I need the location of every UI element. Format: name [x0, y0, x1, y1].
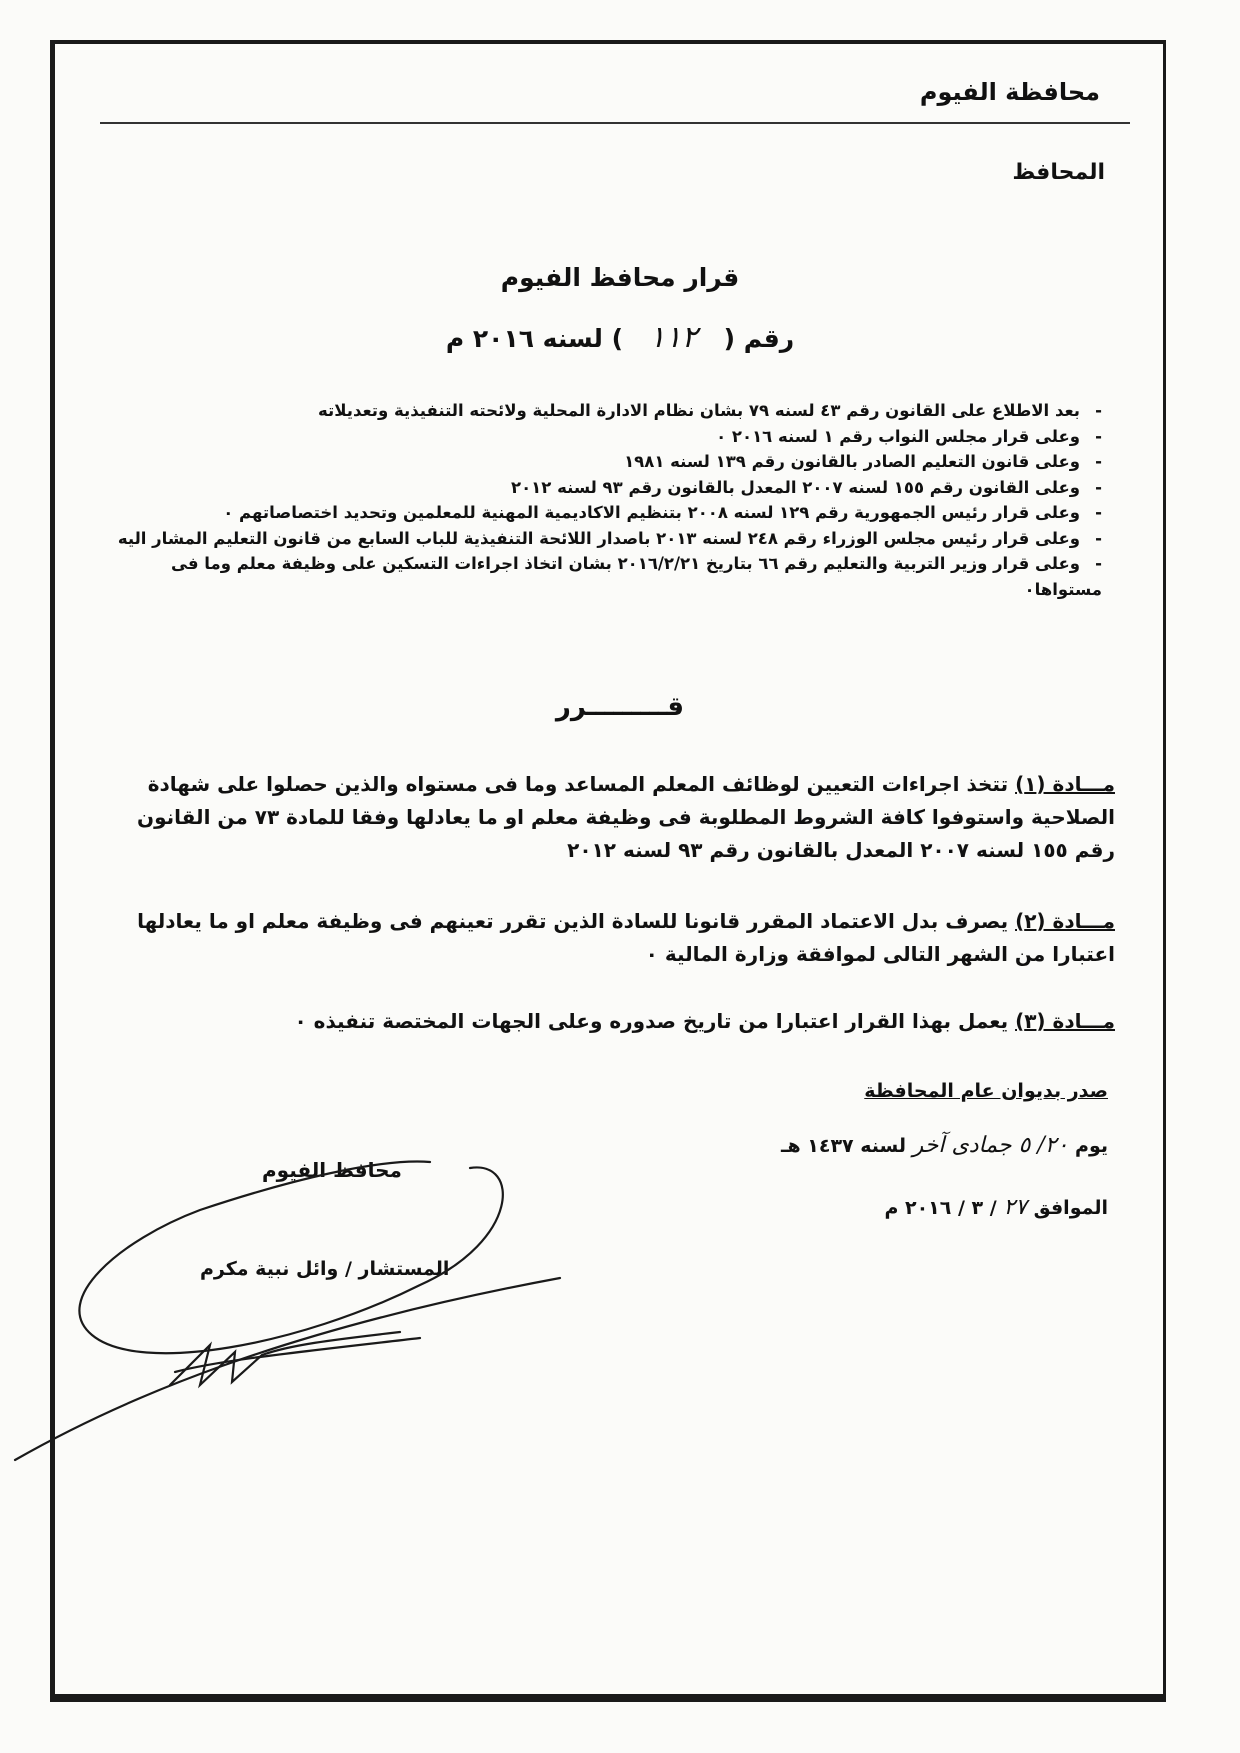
decree-number-handwritten: ١١٢: [649, 320, 698, 355]
signatory-title: محافظ الفيوم: [262, 1158, 402, 1182]
greg-suffix: / ٣ / ٢٠١٦ م: [884, 1197, 997, 1219]
decree-number-suffix: ) لسنه ٢٠١٦ م: [445, 324, 623, 353]
preamble-item: - وعلى قانون التعليم الصادر بالقانون رقم ١٣٩ لسنه ١٩٨١: [102, 449, 1102, 475]
article-3-text: يعمل بهذا القرار اعتبارا من تاريخ صدوره وعلى الجهات المختصة تنفيذه ٠: [294, 1009, 1009, 1033]
preamble-item: - وعلى قرار رئيس مجلس الوزراء رقم ٢٤٨ لسنه ٢٠١٣ باصدار اللائحة التنفيذية للباب السابع من قانون التعليم المشار اليه: [102, 526, 1102, 552]
preamble-item: - وعلى قرار وزير التربية والتعليم رقم ٦٦ بتاريخ ٢٠١٦/٢/٢١ بشان اتخاذ اجراءات التسكين على وظيفة معلم وما فى: [102, 551, 1102, 577]
office-title: المحافظ: [1012, 160, 1105, 185]
hijri-handwritten: ٢٠/ ٥ جمادى آخر: [912, 1133, 1069, 1158]
governorate-name: محافظة الفيوم: [919, 78, 1100, 106]
issued-at: صدر بديوان عام المحافظة: [864, 1080, 1108, 1102]
decided-heading: قـــــــــرر: [555, 692, 685, 722]
hijri-suffix: لسنه ١٤٣٧ هـ: [780, 1135, 907, 1157]
article-1-label: مـــادة (١): [1015, 772, 1115, 796]
decree-title: قرار محافظ الفيوم: [500, 263, 740, 292]
hijri-prefix: يوم: [1075, 1135, 1108, 1157]
decree-number-prefix: رقم (: [723, 324, 795, 353]
preamble-item-continuation: مستواها٠: [1024, 579, 1102, 599]
article-3-label: مـــادة (٣): [1015, 1009, 1115, 1033]
article-2-label: مـــادة (٢): [1015, 909, 1115, 933]
greg-prefix: الموافق: [1033, 1197, 1108, 1219]
greg-handwritten: ٢٧: [1003, 1195, 1027, 1220]
preamble-item: - وعلى القانون رقم ١٥٥ لسنه ٢٠٠٧ المعدل بالقانون رقم ٩٣ لسنه ٢٠١٢: [102, 475, 1102, 501]
article-2-text: يصرف بدل الاعتماد المقرر قانونا للسادة الذين تقرر تعينهم فى وظيفة معلم او ما يعادلها اعتبارا من الشهر التالى لموافقة وزارة المالية ٠: [137, 909, 1115, 966]
signatory-name: المستشار / وائل نبية مكرم: [200, 1258, 450, 1280]
article-1-text: تتخذ اجراءات التعيين لوظائف المعلم المساعد وما فى مستواه والذين حصلوا على شهادة الصلاحية واستوفوا كافة الشروط المطلوبة فى وظيفة معلم او ما يعادلها وفقا للمادة ٧٣ من القانون رقم ١٥٥ لسنه ٢٠٠٧ المعدل بالقانون رقم ٩٣ لسنه ٢٠١٢: [137, 772, 1115, 862]
preamble-item: - بعد الاطلاع على القانون رقم ٤٣ لسنه ٧٩ بشان نظام الادارة المحلية ولائحته التنفيذية وتعديلاته: [102, 398, 1102, 424]
preamble-item: - وعلى قرار رئيس الجمهورية رقم ١٢٩ لسنه ٢٠٠٨ بتنظيم الاكاديمية المهنية للمعلمين وتحديد اختصاصاتهم ٠: [102, 500, 1102, 526]
preamble-item: - وعلى قرار مجلس النواب رقم ١ لسنه ٢٠١٦ ٠: [102, 424, 1102, 450]
